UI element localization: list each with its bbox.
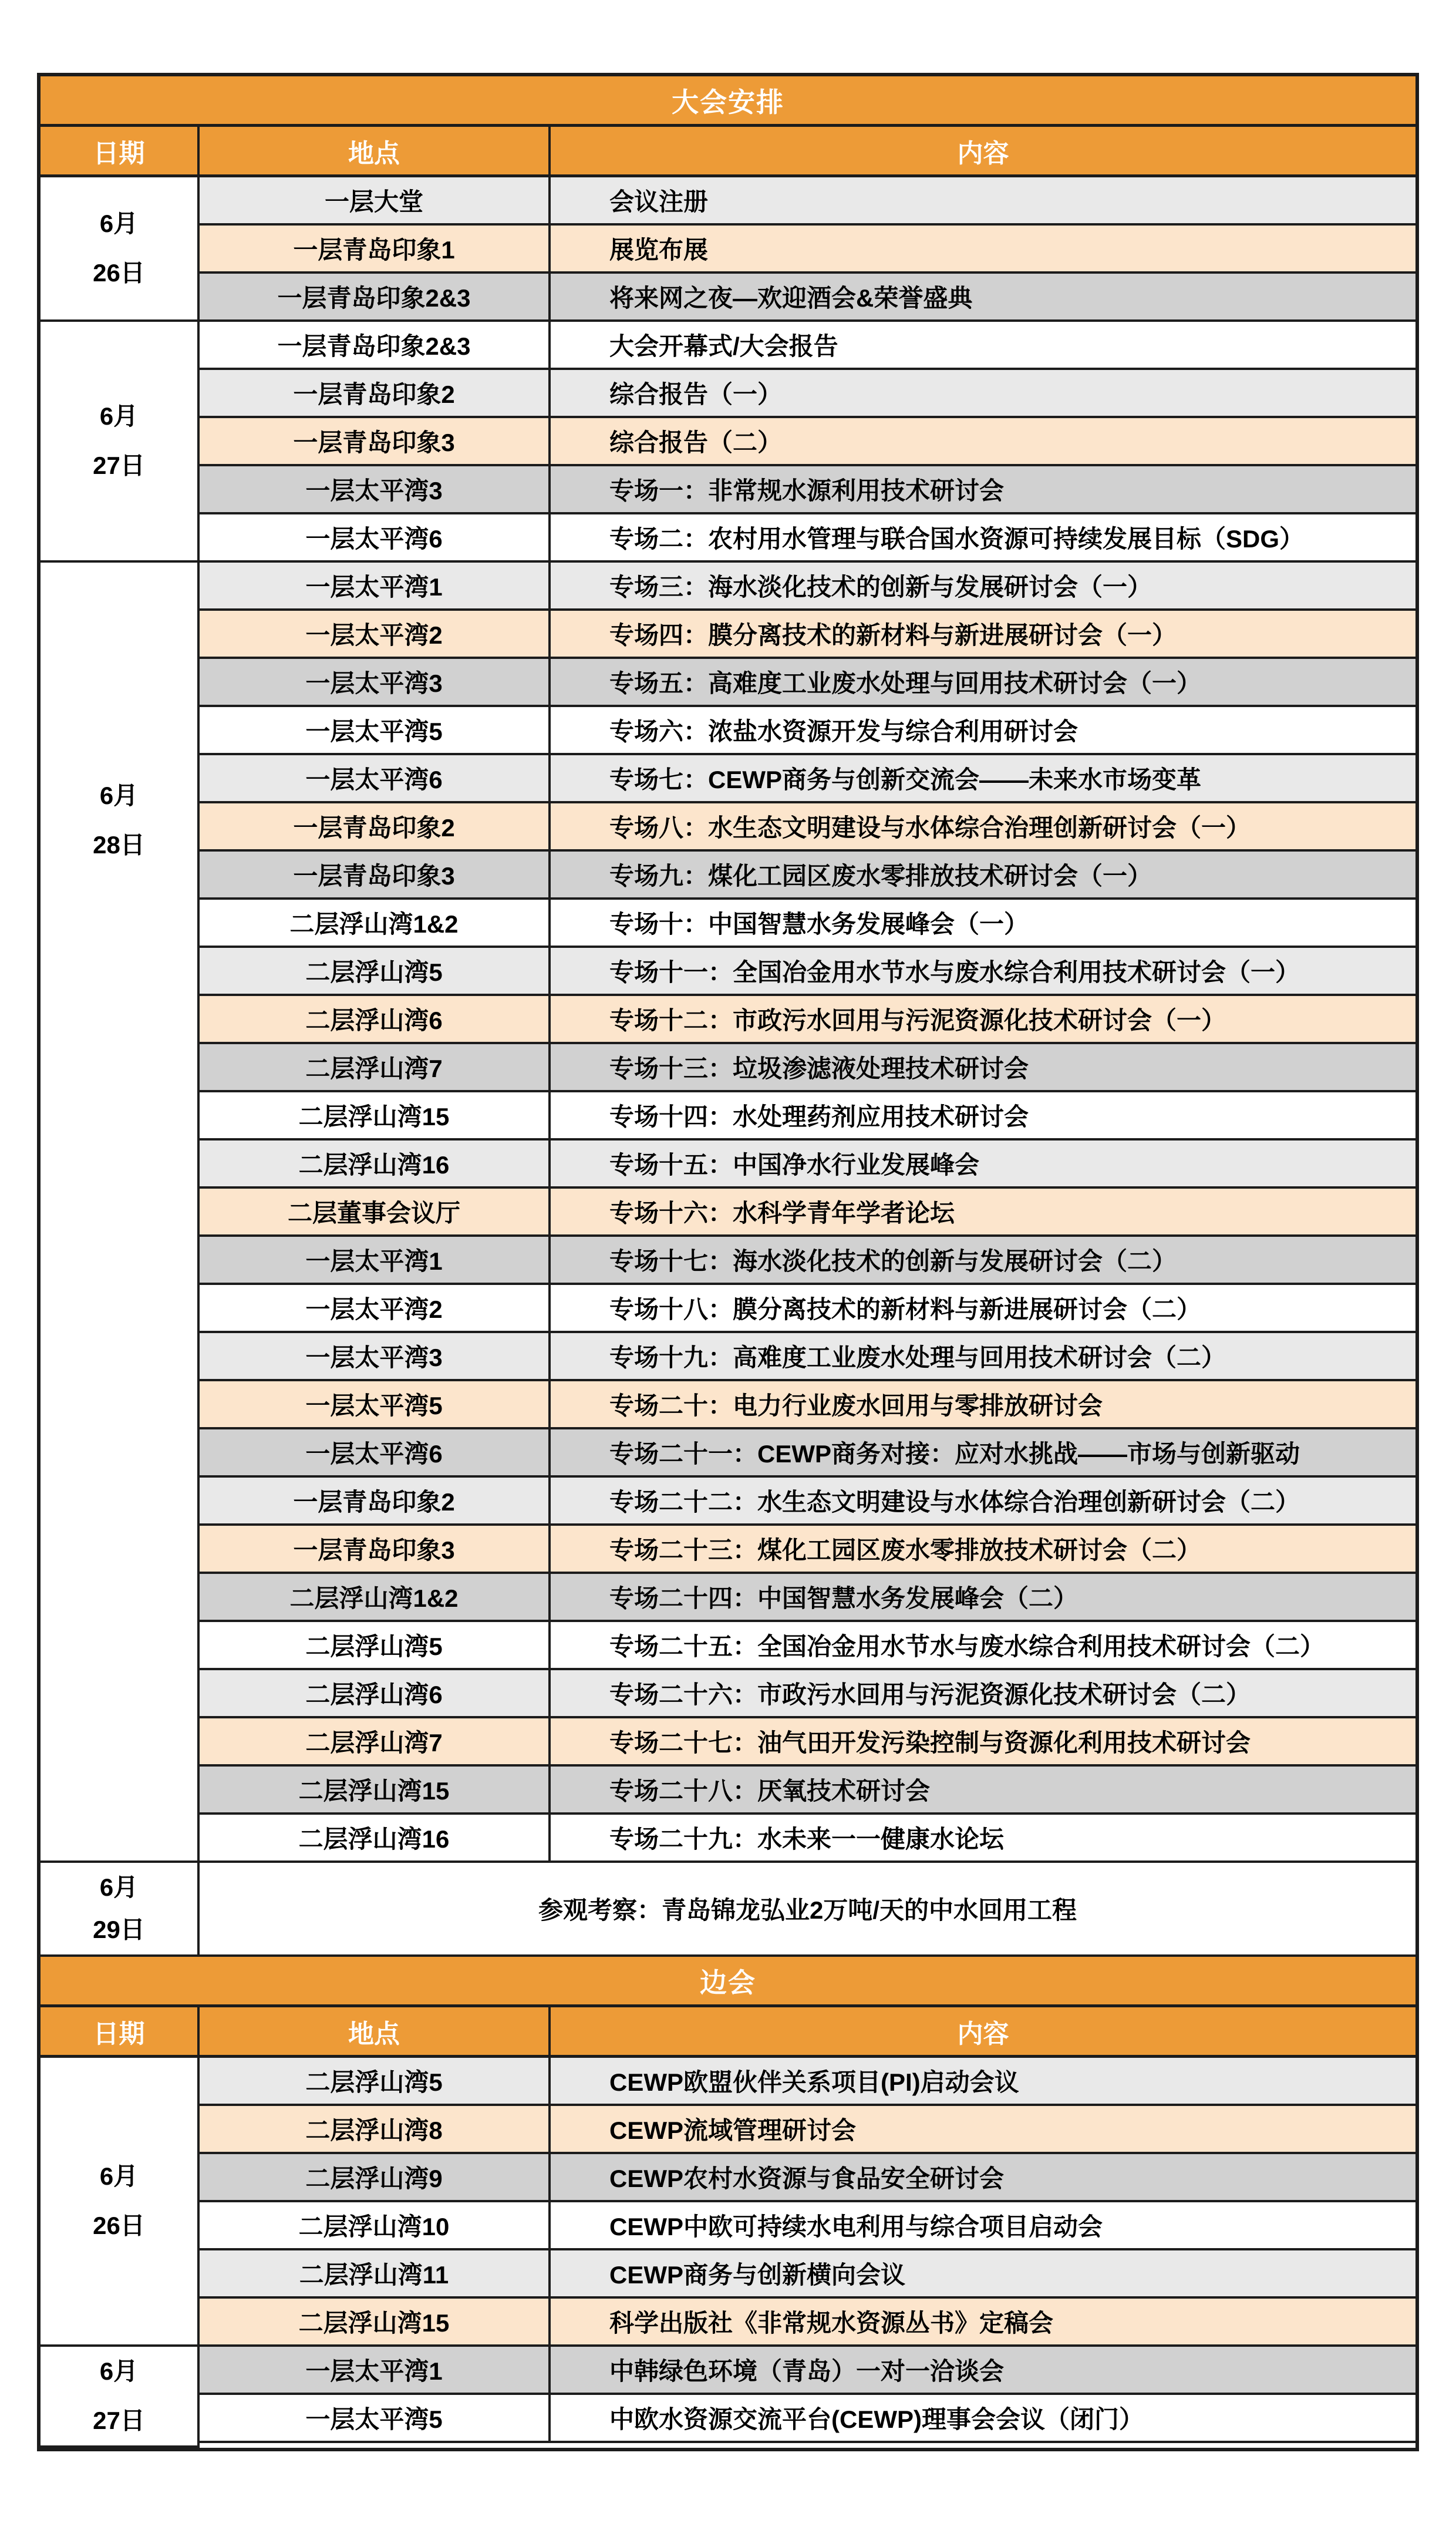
- schedule-row: [200, 1429, 1415, 1478]
- content-cell: 专场二十八：厌氧技术研讨会: [609, 1777, 931, 1805]
- content-cell: 综合报告（一）: [609, 381, 783, 408]
- date-label-line: 26日: [93, 259, 145, 287]
- merged-content-cell: 参观考察：青岛锦龙弘业2万吨/天的中水回用工程: [200, 1863, 1415, 1954]
- schedule-row: [200, 2106, 1415, 2154]
- content-cell: 中欧水资源交流平台(CEWP)理事会会议（闭门）: [609, 2405, 1144, 2433]
- content-cell: 专场二十六：市政污水回用与污泥资源化技术研讨会（二）: [609, 1681, 1251, 1708]
- date-cell: [41, 2347, 200, 2448]
- location-cell: 二层浮山湾16: [200, 1815, 551, 1861]
- content-cell: 专场二十九：水未来一一健康水论坛: [609, 1825, 1005, 1853]
- schedule-row: [200, 611, 1415, 659]
- schedule-table: [37, 73, 1419, 2451]
- content-cell: 专场二十一：CEWP商务对接：应对水挑战——市场与创新驱动: [609, 1440, 1300, 1468]
- location-cell: 一层太平湾3: [200, 466, 551, 512]
- content-cell: CEWP农村水资源与食品安全研讨会: [609, 2165, 1005, 2192]
- date-label-line: 28日: [93, 831, 145, 859]
- content-cell: 专场九：煤化工园区废水零排放技术研讨会（一）: [609, 862, 1152, 890]
- date-group: [41, 2347, 1415, 2448]
- date-label-line: 6月: [99, 782, 139, 809]
- date-label-line: 26日: [93, 2212, 145, 2239]
- content-cell: 专场十四：水处理药剂应用技术研讨会: [609, 1103, 1029, 1131]
- location-cell: 一层青岛印象3: [200, 1526, 551, 1572]
- schedule-row: [200, 2299, 1415, 2347]
- content-cell: 会议注册: [609, 188, 709, 216]
- location-cell: 二层浮山湾1&2: [200, 900, 551, 946]
- schedule-row: [200, 900, 1415, 948]
- location-cell: 一层太平湾2: [200, 1285, 551, 1331]
- content-cell: 专场十七：海水淡化技术的创新与发展研讨会（二）: [609, 1247, 1177, 1275]
- location-cell: 二层浮山湾15: [200, 1092, 551, 1138]
- column-header-content: 内容: [957, 139, 1009, 168]
- content-cell: 专场四：膜分离技术的新材料与新进展研讨会（一）: [609, 621, 1177, 649]
- location-cell: 二层浮山湾7: [200, 1718, 551, 1764]
- content-cell: 专场二十五：全国冶金用水节水与废水综合利用技术研讨会（二）: [609, 1633, 1325, 1660]
- section-title-main: 大会安排: [41, 76, 1415, 127]
- content-cell: 专场二十四：中国智慧水务发展峰会（二）: [609, 1584, 1078, 1612]
- rows-column: [200, 1863, 1415, 1957]
- location-cell: 二层浮山湾7: [200, 1044, 551, 1090]
- date-group: [41, 2058, 1415, 2347]
- rows-column: [200, 2347, 1415, 2448]
- location-cell: 一层太平湾1: [200, 563, 551, 608]
- location-cell: 二层浮山湾11: [200, 2250, 551, 2296]
- schedule-row: [200, 2202, 1415, 2250]
- schedule-row: [200, 1526, 1415, 1574]
- content-cell: 专场三：海水淡化技术的创新与发展研讨会（一）: [609, 573, 1152, 601]
- schedule-row: [200, 996, 1415, 1044]
- content-cell: CEWP欧盟伙伴关系项目(PI)启动会议: [609, 2068, 1019, 2096]
- content-cell: 专场二十三：煤化工园区废水零排放技术研讨会（二）: [609, 1536, 1202, 1564]
- schedule-row: [200, 1574, 1415, 1622]
- location-cell: 二层浮山湾1&2: [200, 1574, 551, 1620]
- schedule-row: [200, 1815, 1415, 1863]
- date-label-line: 6月: [99, 2162, 139, 2190]
- date-label-line: 27日: [93, 2407, 145, 2434]
- location-cell: 一层青岛印象2: [200, 370, 551, 416]
- content-cell: 中韩绿色环境（青岛）一对一洽谈会: [609, 2357, 1005, 2385]
- schedule-row: [200, 177, 1415, 226]
- rows-column: [200, 177, 1415, 322]
- location-cell: 二层浮山湾6: [200, 1670, 551, 1716]
- content-cell: CEWP流域管理研讨会: [609, 2117, 857, 2144]
- schedule-row: [200, 1670, 1415, 1718]
- location-cell: 一层青岛印象2: [200, 1478, 551, 1523]
- schedule-row: [200, 322, 1415, 370]
- schedule-row: [200, 370, 1415, 418]
- content-cell: 专场十九：高难度工业废水处理与回用技术研讨会（二）: [609, 1344, 1226, 1371]
- content-cell: 专场八：水生态文明建设与水体综合治理创新研讨会（一）: [609, 814, 1251, 842]
- schedule-row: [200, 659, 1415, 707]
- content-cell: 专场十六：水科学青年学者论坛: [609, 1199, 955, 1227]
- location-cell: 一层太平湾1: [200, 1237, 551, 1283]
- content-cell: 综合报告（二）: [609, 429, 783, 456]
- date-group: [41, 177, 1415, 322]
- schedule-row: [200, 1237, 1415, 1285]
- schedule-row: [200, 418, 1415, 466]
- schedule-row: [200, 803, 1415, 852]
- location-cell: 一层太平湾6: [200, 755, 551, 801]
- location-cell: 二层浮山湾9: [200, 2154, 551, 2200]
- content-cell: 专场一：非常规水源利用技术研讨会: [609, 477, 1005, 504]
- rows-column: [200, 322, 1415, 563]
- date-cell: [41, 2058, 200, 2347]
- location-cell: 二层浮山湾8: [200, 2106, 551, 2152]
- location-cell: 二层浮山湾5: [200, 1622, 551, 1668]
- schedule-row: [200, 563, 1415, 611]
- schedule-row: [200, 948, 1415, 996]
- schedule-row: [200, 514, 1415, 563]
- schedule-row: [200, 226, 1415, 274]
- content-cell: 专场十二：市政污水回用与污泥资源化技术研讨会（一）: [609, 1007, 1226, 1034]
- date-group: [41, 322, 1415, 563]
- content-cell: 专场十三：垃圾渗滤液处理技术研讨会: [609, 1055, 1029, 1082]
- merged-row: [200, 1863, 1415, 1957]
- location-cell: 二层浮山湾6: [200, 996, 551, 1042]
- location-cell: 一层青岛印象1: [200, 226, 551, 271]
- content-cell: 专场二：农村用水管理与联合国水资源可持续发展目标（SDG）: [609, 525, 1305, 553]
- date-cell: [41, 1863, 200, 1957]
- schedule-row: [200, 2347, 1415, 2395]
- content-cell: 专场七：CEWP商务与创新交流会——未来水市场变革: [609, 766, 1202, 793]
- content-cell: 专场二十：电力行业废水回用与零排放研讨会: [609, 1392, 1103, 1419]
- location-cell: 一层太平湾5: [200, 1381, 551, 1427]
- schedule-row: [200, 2154, 1415, 2202]
- content-cell: 展览布展: [609, 236, 709, 264]
- schedule-row: [200, 2250, 1415, 2299]
- schedule-row: [200, 1381, 1415, 1429]
- date-cell: [41, 322, 200, 563]
- content-cell: 专场二十七：油气田开发污染控制与资源化利用技术研讨会: [609, 1729, 1251, 1757]
- schedule-row: [200, 1767, 1415, 1815]
- location-cell: 一层太平湾1: [200, 2347, 551, 2393]
- schedule-row: [200, 466, 1415, 514]
- schedule-row: [200, 2395, 1415, 2443]
- location-cell: 一层青岛印象2&3: [200, 322, 551, 368]
- schedule-row: [200, 707, 1415, 755]
- content-cell: 专场五：高难度工业废水处理与回用技术研讨会（一）: [609, 669, 1202, 697]
- date-cell: [41, 563, 200, 1863]
- location-cell: 一层青岛印象2&3: [200, 274, 551, 319]
- date-label-line: 27日: [93, 452, 145, 479]
- schedule-row: [200, 274, 1415, 322]
- content-cell: 大会开幕式/大会报告: [609, 332, 838, 360]
- location-cell: 一层太平湾5: [200, 2395, 551, 2441]
- content-cell: 专场十：中国智慧水务发展峰会（一）: [609, 910, 1029, 938]
- content-cell: 专场十五：中国净水行业发展峰会: [609, 1151, 980, 1179]
- schedule-row: [200, 755, 1415, 803]
- date-label-line: 6月: [99, 402, 139, 430]
- column-header-location: 地点: [200, 127, 551, 174]
- content-cell: CEWP中欧可持续水电利用与综合项目启动会: [609, 2213, 1103, 2240]
- content-cell: CEWP商务与创新横向会议: [609, 2261, 906, 2289]
- date-group: [41, 563, 1415, 1863]
- location-cell: 二层浮山湾15: [200, 1767, 551, 1812]
- date-cell: [41, 177, 200, 322]
- content-cell: 将来网之夜—欢迎酒会&荣誉盛典: [609, 284, 973, 312]
- schedule-row: [200, 1478, 1415, 1526]
- location-cell: 一层太平湾3: [200, 1333, 551, 1379]
- location-cell: 二层浮山湾5: [200, 948, 551, 994]
- content-cell: 专场六：浓盐水资源开发与综合利用研讨会: [609, 718, 1078, 745]
- section-title-side: 边会: [41, 1957, 1415, 2007]
- location-cell: 一层青岛印象2: [200, 803, 551, 849]
- column-header-content: 内容: [957, 2019, 1009, 2048]
- schedule-row: [200, 852, 1415, 900]
- location-cell: 一层太平湾3: [200, 659, 551, 705]
- location-cell: 一层青岛印象3: [200, 418, 551, 464]
- column-header-row: [41, 127, 1415, 177]
- content-cell: 专场二十二：水生态文明建设与水体综合治理创新研讨会（二）: [609, 1488, 1300, 1516]
- location-cell: 一层太平湾2: [200, 611, 551, 657]
- schedule-row: [200, 1718, 1415, 1767]
- location-cell: 二层董事会议厅: [200, 1189, 551, 1234]
- date-label-line: 6月: [99, 2357, 139, 2385]
- content-cell: 专场十八：膜分离技术的新材料与新进展研讨会（二）: [609, 1296, 1202, 1323]
- content-cell: 科学出版社《非常规水资源丛书》定稿会: [609, 2309, 1054, 2337]
- column-header-row: [41, 2007, 1415, 2058]
- schedule-row: [200, 1333, 1415, 1381]
- rows-column: [200, 563, 1415, 1863]
- date-label-line: 29日: [93, 1916, 145, 1943]
- schedule-row: [200, 1285, 1415, 1333]
- schedule-row: [200, 1140, 1415, 1189]
- rows-column: [200, 2058, 1415, 2347]
- date-label-line: 6月: [99, 210, 139, 237]
- location-cell: 二层浮山湾10: [200, 2202, 551, 2248]
- content-cell: 专场十一：全国冶金用水节水与废水综合利用技术研讨会（一）: [609, 958, 1300, 986]
- location-cell: 一层大堂: [200, 177, 551, 223]
- date-label-line: 6月: [99, 1873, 139, 1901]
- column-header-date: 日期: [41, 2007, 200, 2055]
- schedule-row: [200, 1622, 1415, 1670]
- schedule-row: [200, 1092, 1415, 1140]
- location-cell: 一层青岛印象3: [200, 852, 551, 897]
- schedule-row: [200, 1044, 1415, 1092]
- location-cell: 二层浮山湾5: [200, 2058, 551, 2104]
- location-cell: 二层浮山湾15: [200, 2299, 551, 2344]
- location-cell: 一层太平湾6: [200, 514, 551, 560]
- date-group: [41, 1863, 1415, 1957]
- location-cell: 一层太平湾6: [200, 1429, 551, 1475]
- location-cell: 一层太平湾5: [200, 707, 551, 753]
- schedule-row: [200, 2058, 1415, 2106]
- schedule-row: [200, 1189, 1415, 1237]
- column-header-location: 地点: [200, 2007, 551, 2055]
- column-header-date: 日期: [41, 127, 200, 174]
- location-cell: 二层浮山湾16: [200, 1140, 551, 1186]
